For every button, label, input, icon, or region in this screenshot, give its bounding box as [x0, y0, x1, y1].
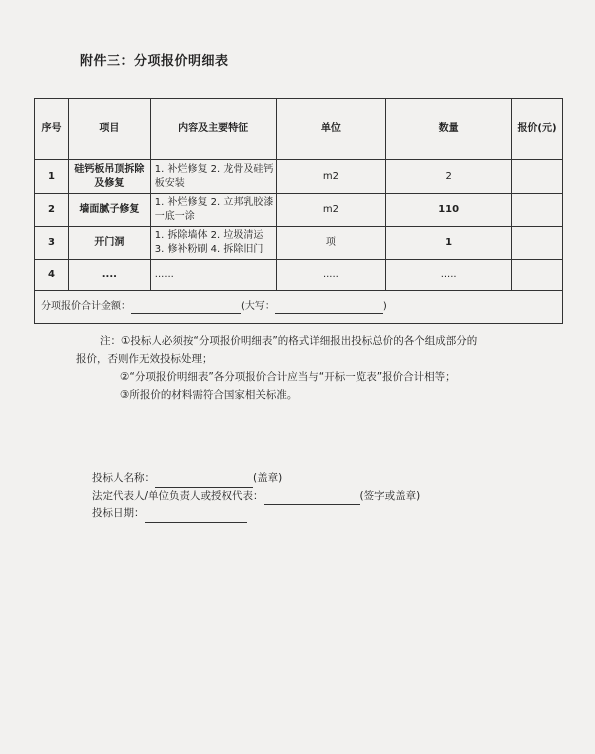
- row-unit: m2: [276, 160, 386, 194]
- table-row: [35, 227, 563, 260]
- row-qty: 2: [386, 160, 512, 194]
- table-row: [35, 160, 563, 194]
- row-price: [512, 194, 563, 227]
- header-qty: 数量: [386, 99, 512, 160]
- table-row: [35, 260, 563, 291]
- note-line-3: ②“分项报价明细表”各分项报价合计应当与“开标一览表”报价合计相等；: [120, 371, 456, 383]
- row-content: ......: [150, 260, 276, 291]
- row-price: [512, 227, 563, 260]
- note-line-1: 注：①投标人必须按“分项报价明细表”的格式详细报出投标总价的各个组成部分的: [100, 335, 478, 347]
- total-cell: [35, 291, 563, 324]
- row-unit: .....: [276, 260, 386, 291]
- header-unit: 单位: [276, 99, 386, 160]
- total-capital-blank: [275, 313, 383, 314]
- row-item: ....: [68, 260, 150, 291]
- row-unit: m2: [276, 194, 386, 227]
- header-item: 项目: [68, 99, 150, 160]
- row-item: 开门洞: [68, 227, 150, 260]
- bidder-label: 投标人名称：: [92, 472, 155, 484]
- row-price: [512, 260, 563, 291]
- total-row: [35, 291, 563, 324]
- date-blank: [145, 522, 247, 523]
- row-no: 4: [35, 260, 69, 291]
- header-content: 内容及主要特征: [150, 99, 276, 160]
- row-no: 1: [35, 160, 69, 194]
- representative-line: [92, 488, 420, 506]
- row-qty: .....: [386, 260, 512, 291]
- bidder-line: [92, 470, 420, 488]
- note-line-2: 报价，否则作无效投标处理；: [76, 353, 213, 365]
- row-content: 1. 补烂修复 2. 龙骨及硅钙板安装: [150, 160, 276, 194]
- representative-suffix: (签字或盖章): [359, 489, 421, 502]
- row-price: [512, 160, 563, 194]
- total-capital-open: (大写：: [241, 301, 275, 312]
- date-label: 投标日期：: [92, 507, 145, 519]
- header-price: 报价(元): [512, 99, 563, 160]
- total-capital-close: ): [382, 301, 387, 312]
- quote-table: [34, 98, 563, 324]
- total-amount-blank: [131, 313, 241, 314]
- page-title: 附件三：分项报价明细表: [80, 54, 229, 69]
- row-qty: 110: [386, 194, 512, 227]
- table-row: [35, 194, 563, 227]
- row-qty: 1: [386, 227, 512, 260]
- total-label: 分项报价合计金额：: [41, 301, 131, 312]
- row-no: 2: [35, 194, 69, 227]
- bidder-suffix: (盖章): [253, 472, 283, 484]
- date-line: [92, 505, 420, 523]
- representative-blank: [264, 504, 360, 505]
- row-no: 3: [35, 227, 69, 260]
- row-content: 1. 拆除墙体 2. 垃圾清运 3. 修补粉刷 4. 拆除旧门: [150, 227, 276, 260]
- note-line-4: ③所报价的材料需符合国家相关标准。: [120, 389, 298, 401]
- representative-label: 法定代表人/单位负责人或授权代表：: [92, 489, 264, 502]
- notes: [76, 332, 546, 404]
- row-unit: 项: [276, 227, 386, 260]
- row-content: 1. 补烂修复 2. 立邦乳胶漆一底一涂: [150, 194, 276, 227]
- row-item: 墙面腻子修复: [68, 194, 150, 227]
- row-item: 硅钙板吊顶拆除及修复: [68, 160, 150, 194]
- table-header-row: [35, 99, 563, 160]
- signature-block: [92, 470, 420, 523]
- header-no: 序号: [35, 99, 69, 160]
